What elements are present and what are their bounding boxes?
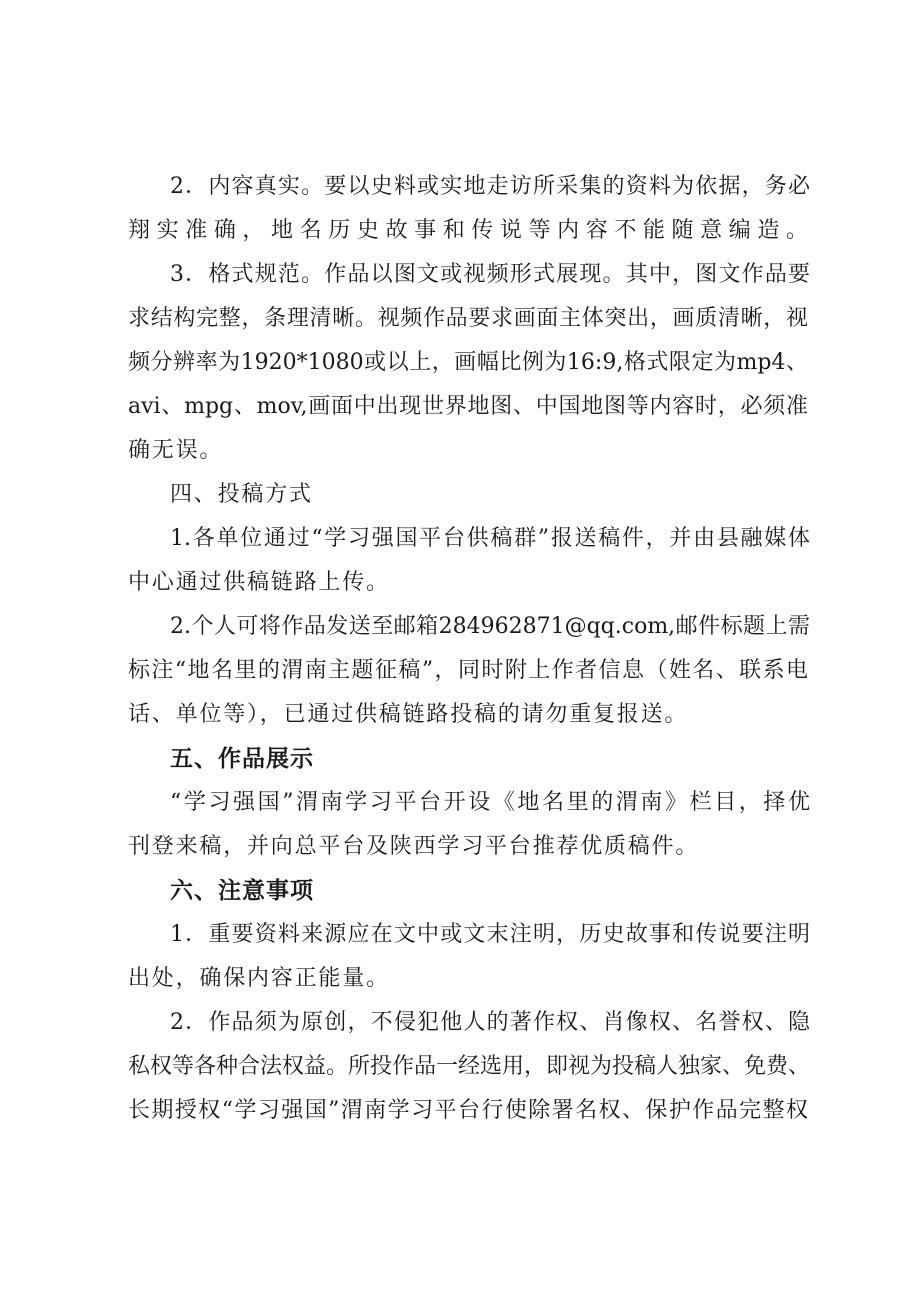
- paragraph-personal-submission-line1: 2.个人可将作品发送至邮箱284962871@qq.com,邮件标题上需: [170, 614, 810, 639]
- paragraph-content-authentic-line2: 翔实准确，地名历史故事和传说等内容不能随意编造。: [128, 218, 808, 243]
- paragraph-display-line2: 刊登来稿，并向总平台及陕西学习平台推荐优质稿件。: [128, 834, 700, 859]
- paragraph-unit-submission-line2: 中心通过供稿链路上传。: [128, 570, 390, 595]
- paragraph-personal-submission-line2: 标注“地名里的渭南主题征稿”，同时附上作者信息（姓名、联系电: [128, 658, 808, 683]
- paragraph-originality-line1: 2．作品须为原创，不侵犯他人的著作权、肖像权、名誉权、隐: [170, 1010, 810, 1035]
- paragraph-content-authentic-line1: 2．内容真实。要以史料或实地走访所采集的资料为依据，务必: [170, 174, 810, 199]
- paragraph-display-line1: “学习强国”渭南学习平台开设《地名里的渭南》栏目，择优: [170, 790, 810, 815]
- paragraph-personal-submission-line3: 话、单位等），已通过供稿链路投稿的请勿重复报送。: [128, 702, 689, 727]
- section-heading-display: 五、作品展示: [170, 746, 314, 772]
- paragraph-format-line1: 3．格式规范。作品以图文或视频形式展现。其中，图文作品要: [170, 262, 810, 287]
- paragraph-unit-submission-line1: 1.各单位通过“学习强国平台供稿群”报送稿件，并由县融媒体: [170, 526, 810, 551]
- paragraph-sources-line2: 出处，确保内容正能量。: [128, 966, 390, 991]
- paragraph-sources-line1: 1．重要资料来源应在文中或文末注明，历史故事和传说要注明: [170, 922, 810, 947]
- paragraph-originality-line3: 长期授权“学习强国”渭南学习平台行使除署名权、保护作品完整权: [128, 1098, 808, 1123]
- section-heading-notes: 六、注意事项: [170, 878, 314, 904]
- paragraph-format-line2: 求结构完整，条理清晰。视频作品要求画面主体突出，画质清晰，视: [128, 306, 808, 331]
- paragraph-format-line5: 确无误。: [128, 438, 224, 463]
- paragraph-format-line3: 频分辨率为1920*1080或以上，画幅比例为16:9,格式限定为mp4、: [128, 350, 808, 375]
- section-heading-submission: 四、投稿方式: [170, 482, 313, 507]
- paragraph-originality-line2: 私权等各种合法权益。所投作品一经选用，即视为投稿人独家、免费、: [128, 1054, 811, 1079]
- paragraph-format-line4: avi、mpg、mov,画面中出现世界地图、中国地图等内容时，必须准: [128, 394, 808, 419]
